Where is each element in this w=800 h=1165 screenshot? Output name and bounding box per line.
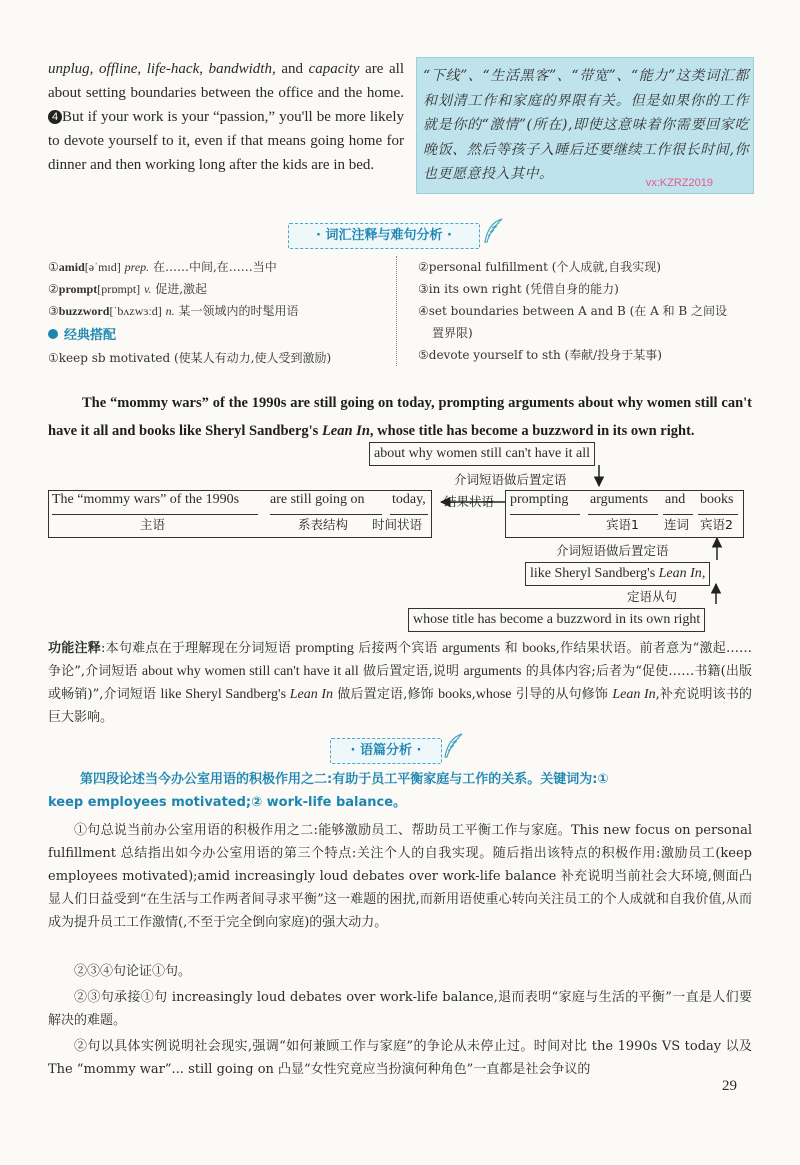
diagram-label-postmodifier: 介词短语做后置定语 <box>454 472 567 487</box>
term-capacity: capacity <box>308 61 360 77</box>
phrase-item: ③in its own right (凭借自身的能力) <box>418 282 619 296</box>
diagram-label-postmodifier-2: 介词短语做后置定语 <box>556 543 669 558</box>
vocab-section-header: · 词汇注释与难句分析 · <box>288 223 480 249</box>
phrase-item-continued: 置界限) <box>432 326 473 340</box>
diagram-box-like-phrase: like Sheryl Sandberg's Lean In, <box>525 562 710 586</box>
analysis-paragraph-2: ②③④句论证①句。 <box>74 964 192 979</box>
collocation-heading: 经典搭配 <box>48 324 393 347</box>
vocab-item-amid: ①amid[əˈmɪd] prep. 在……中间,在……当中 <box>48 260 277 274</box>
label-object-1: 宾语1 <box>606 517 639 532</box>
label-subject: 主语 <box>140 517 166 532</box>
analysis-paragraph-3: ②③句承接①句 increasingly loud debates over work-life balance,退而表明“家庭与生活的平衡”一直是人们要解决的难题。 <box>48 990 752 1028</box>
function-note: 功能注释:本句难点在于理解现在分词短语 prompting 后接两个宾语 arguments 和 books,作结果状语。前者意为“激起……争论”,介词短语 about why women still can't have it all 做后置定语,说明 arguments 的具体内容;后者为“促使……书籍(出版或畅销)”,介词短语 like Sheryl Sandberg's Lean In 做后置定语,修饰 books,whose 引导的从句修饰 Lean In,补充说明该书的巨大影响。 <box>48 641 753 725</box>
analysis-summary-line-2: keep employees motivated;② work-life balance。 <box>48 795 407 810</box>
top-english-passage: unplug, offline, life-hack, bandwidth, and capacity are all about setting boundaries between the office and the home. 4 But if your work is your “passion,” you'll be more likely to devote yourself to it, even if that means going home for dinner and then working long after the kids are in bed. <box>48 61 404 173</box>
collocation-item: ①keep sb motivated (使某人有动力,使人受到激励) <box>48 351 332 365</box>
vocab-item-buzzword: ③buzzword[ˈbʌzwɜːd] n. 某一领域内的时髦用语 <box>48 304 299 318</box>
diagram-box-whose-clause: whose title has become a buzzword in its own right <box>408 608 705 632</box>
term-life-hack: life-hack <box>146 61 200 77</box>
function-note-label: 功能注释 <box>48 641 102 656</box>
translation-text: “下线”、“生活黑客”、“带宽”、“能力”这类词汇都和划清工作和家庭的界限有关。但是如果你的工作就是你的“激情”(所在),即使这意味着你需要回家吃晚饭、然后等孩子入睡后还要继续工作很长时间,你也更愿意投入其中。 <box>423 68 749 182</box>
label-result-adverbial: 结果状语 <box>444 494 495 509</box>
diagram-arguments-text: arguments <box>590 492 649 507</box>
analysis-paragraph-1: ①句总说当前办公室用语的积极作用之二:能够激励员工、帮助员工平衡工作与家庭。This new focus on personal fulfillment 总结指出如今办公室用语的第三个特点:关注个人的自我实现。随后指出该特点的积极作用:激励员工(keep employees motivated);amid increasingly loud debates over work-life balance 补充说明当前社会大环境,侧面凸显人们日益受到“在生活与工作两者间寻求平衡”这一难题的困扰,而新用语使重心转向关注员工的个人成就和自我价值,从而成为提升员工工作激情(,不至于完全倒向家庭)的强大动力。 <box>48 823 752 930</box>
term-unplug: unplug <box>48 61 90 77</box>
diagram-label-attributive-clause: 定语从句 <box>627 589 678 604</box>
label-predicate: 系表结构 <box>298 517 349 532</box>
diagram-time-text: today, <box>392 492 426 507</box>
term-offline: offline <box>99 61 138 77</box>
diagram-books-text: books <box>700 492 734 507</box>
phrase-item: ②personal fulfillment (个人成就,自我实现) <box>418 260 661 274</box>
page-number: 29 <box>722 1078 737 1094</box>
diagram-prompting-text: prompting <box>510 492 569 507</box>
analysis-paragraph-4: ②句以具体实例说明社会现实,强调“如何兼顾工作与家庭”的争论从未停止过。时间对比 the 1990s VS today 以及 The “mommy war”... still going on 凸显“女性究竟应当扮演何种角色”一直都是社会争议的 <box>48 1039 752 1077</box>
analysis-summary-line-1: 第四段论述当今办公室用语的积极作用之二:有助于员工平衡家庭与工作的关系。关键词为:① <box>80 772 609 787</box>
difficult-sentence: The “mommy wars” of the 1990s are still going on today, prompting arguments about why women still can't have it all and books like Sheryl Sandberg's Lean In, whose title has become a buzzword in its own right. <box>48 395 752 439</box>
phrase-item: ⑤devote yourself to sth (奉献/投身于某事) <box>418 348 662 362</box>
diagram-and-text: and <box>665 492 686 507</box>
book-title: Lean In <box>321 423 370 439</box>
label-time-adverbial: 时间状语 <box>372 517 423 532</box>
diagram-predicate-text: are still going on <box>270 492 365 507</box>
watermark-text: vx:KZRZ2019 <box>645 177 713 189</box>
analysis-section-header: · 语篇分析 · <box>330 738 442 764</box>
label-conjunction: 连词 <box>664 517 690 532</box>
phrase-item: ④set boundaries between A and B (在 A 和 B 之间设 <box>418 304 728 318</box>
diagram-box-about-phrase: about why women still can't have it all <box>369 442 595 466</box>
vocab-item-prompt: ②prompt[prɒmpt] v. 促进,激起 <box>48 282 208 296</box>
sentence-number-badge: 4 <box>48 110 62 124</box>
label-object-2: 宾语2 <box>700 517 733 532</box>
term-bandwidth: bandwidth <box>208 61 272 77</box>
feather-pen-icon <box>442 733 464 759</box>
prompting-underline <box>510 514 580 515</box>
diagram-subject-text: The “mommy wars” of the 1990s <box>52 492 240 507</box>
